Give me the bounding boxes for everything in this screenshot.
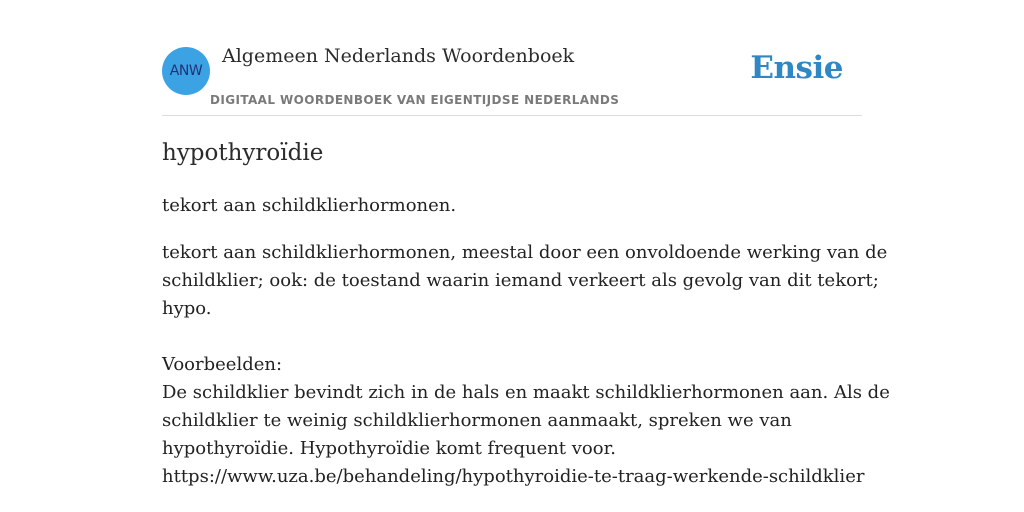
short-definition: tekort aan schildklierhormonen. — [162, 195, 457, 216]
example-line: De schildklier bevindt zich in de hals en maakt schildklierhormonen aan. Als de — [162, 382, 890, 403]
definition-line: hypo. — [162, 298, 212, 319]
spacer — [162, 323, 862, 351]
full-definition — [162, 239, 888, 323]
anw-logo[interactable]: ANW — [162, 47, 210, 95]
example-line: schildklier te weinig schildklierhormonen aanmaakt, spreken we van — [162, 410, 792, 431]
examples-heading: Voorbeelden: — [162, 354, 283, 375]
source-url[interactable]: https://www.uza.be/behandeling/hypothyroidie-te-traag-werkende-schildklier — [162, 466, 865, 487]
entry-body — [162, 239, 890, 491]
definition-line: schildklier; ook: de toestand waarin iemand verkeert als gevolg van dit tekort; — [162, 270, 879, 291]
page — [162, 0, 890, 487]
example-line: hypothyroïdie. Hypothyroïdie komt frequent voor. — [162, 438, 616, 459]
ensie-logo-link[interactable]: Ensie — [750, 50, 843, 86]
page-title: hypothyroïdie — [162, 140, 324, 166]
definition-line: tekort aan schildklierhormonen, meestal door een onvoldoende werking van de — [162, 242, 888, 263]
site-title[interactable]: Algemeen Nederlands Woordenboek — [222, 45, 575, 67]
examples-section — [162, 351, 890, 491]
site-header — [162, 0, 862, 116]
site-tagline: DIGITAAL WOORDENBOEK VAN EIGENTIJDSE NEDERLANDS — [210, 93, 620, 107]
